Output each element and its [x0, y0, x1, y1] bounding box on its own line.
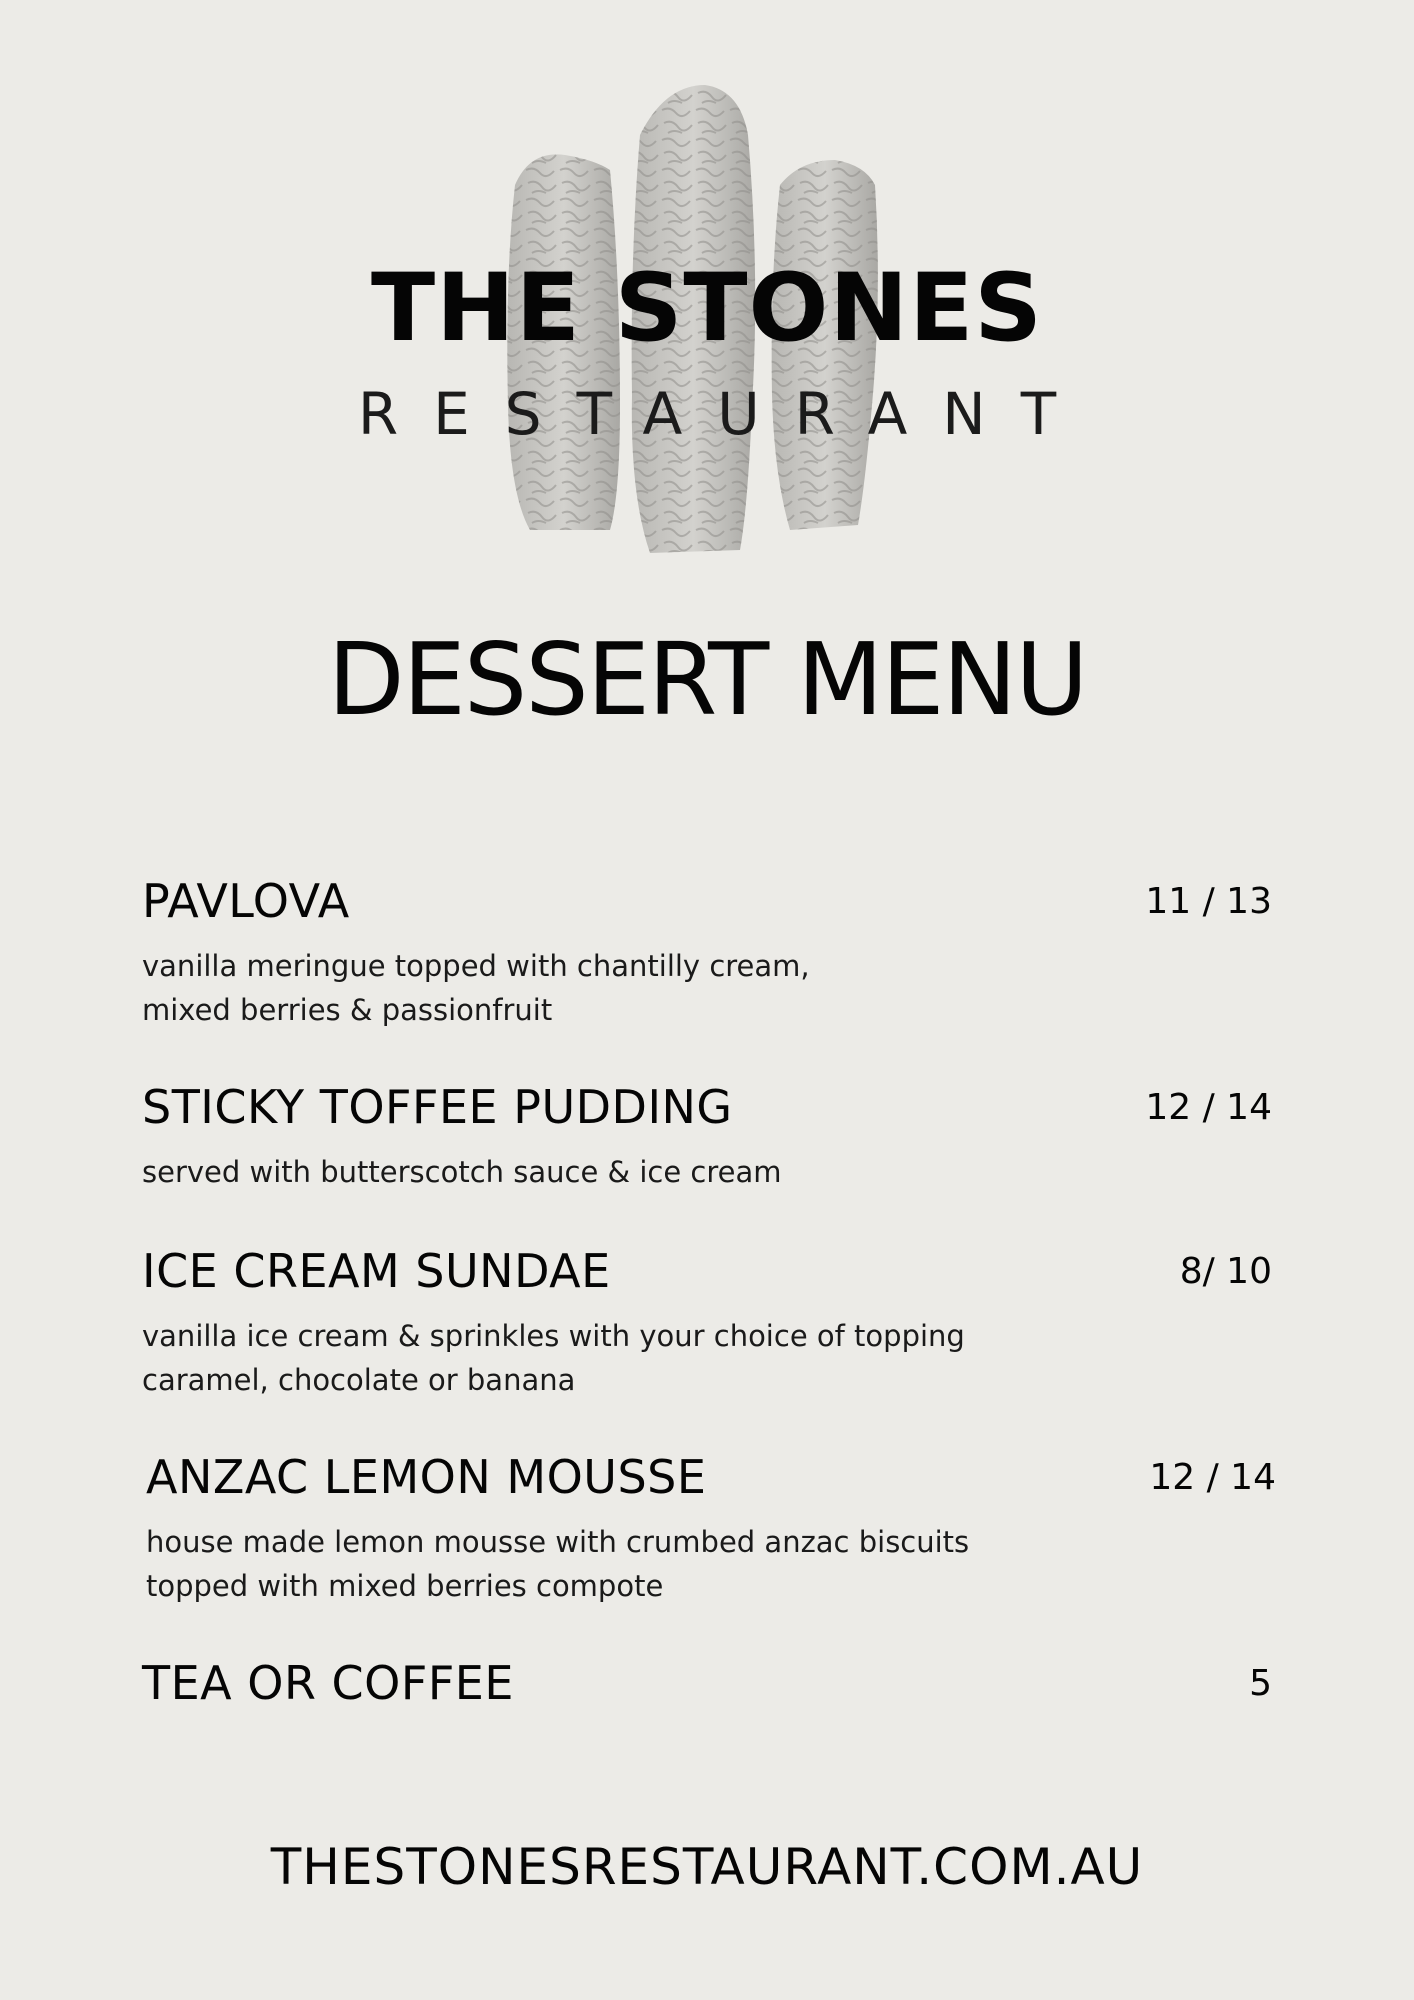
menu-item-name: TEA OR COFFEE: [142, 1656, 514, 1710]
menu-item-pavlova: [142, 874, 1272, 1032]
menu-item-name: PAVLOVA: [142, 874, 350, 928]
menu-item-description: served with butterscotch sauce & ice cream: [142, 1155, 782, 1189]
menu-item-tea-or-coffee: [142, 1656, 1272, 1710]
menu-item-price: 12 / 14: [1149, 1457, 1276, 1498]
menu-item-description: vanilla ice cream & sprinkles with your choice of topping caramel, chocolate or banana: [142, 1319, 965, 1397]
restaurant-logo: [0, 0, 1414, 570]
menu-item-anzac-lemon-mousse: [146, 1450, 1276, 1608]
brand-subtitle: RESTAURANT: [357, 380, 1092, 448]
menu-item-name: STICKY TOFFEE PUDDING: [142, 1080, 733, 1134]
website-link[interactable]: THESTONESRESTAURANT.COM.AU: [270, 1838, 1144, 1896]
menu-title: DESSERT MENU: [327, 621, 1087, 738]
menu-item-ice-cream-sundae: [142, 1244, 1272, 1402]
menu-item-price: 5: [1249, 1663, 1272, 1704]
menu-item-name: ICE CREAM SUNDAE: [142, 1244, 611, 1298]
menu-item-price: 11 / 13: [1145, 881, 1272, 922]
menu-item-description: house made lemon mousse with crumbed anzac biscuits topped with mixed berries compote: [146, 1525, 970, 1603]
menu-item-price: 8/ 10: [1179, 1251, 1272, 1292]
menu-item-name: ANZAC LEMON MOUSSE: [146, 1450, 707, 1504]
menu-item-description: vanilla meringue topped with chantilly cream, mixed berries & passionfruit: [142, 949, 810, 1027]
menu-item-price: 12 / 14: [1145, 1087, 1272, 1128]
brand-name: THE STONES: [370, 254, 1044, 363]
menu-item-sticky-toffee-pudding: [142, 1080, 1272, 1194]
